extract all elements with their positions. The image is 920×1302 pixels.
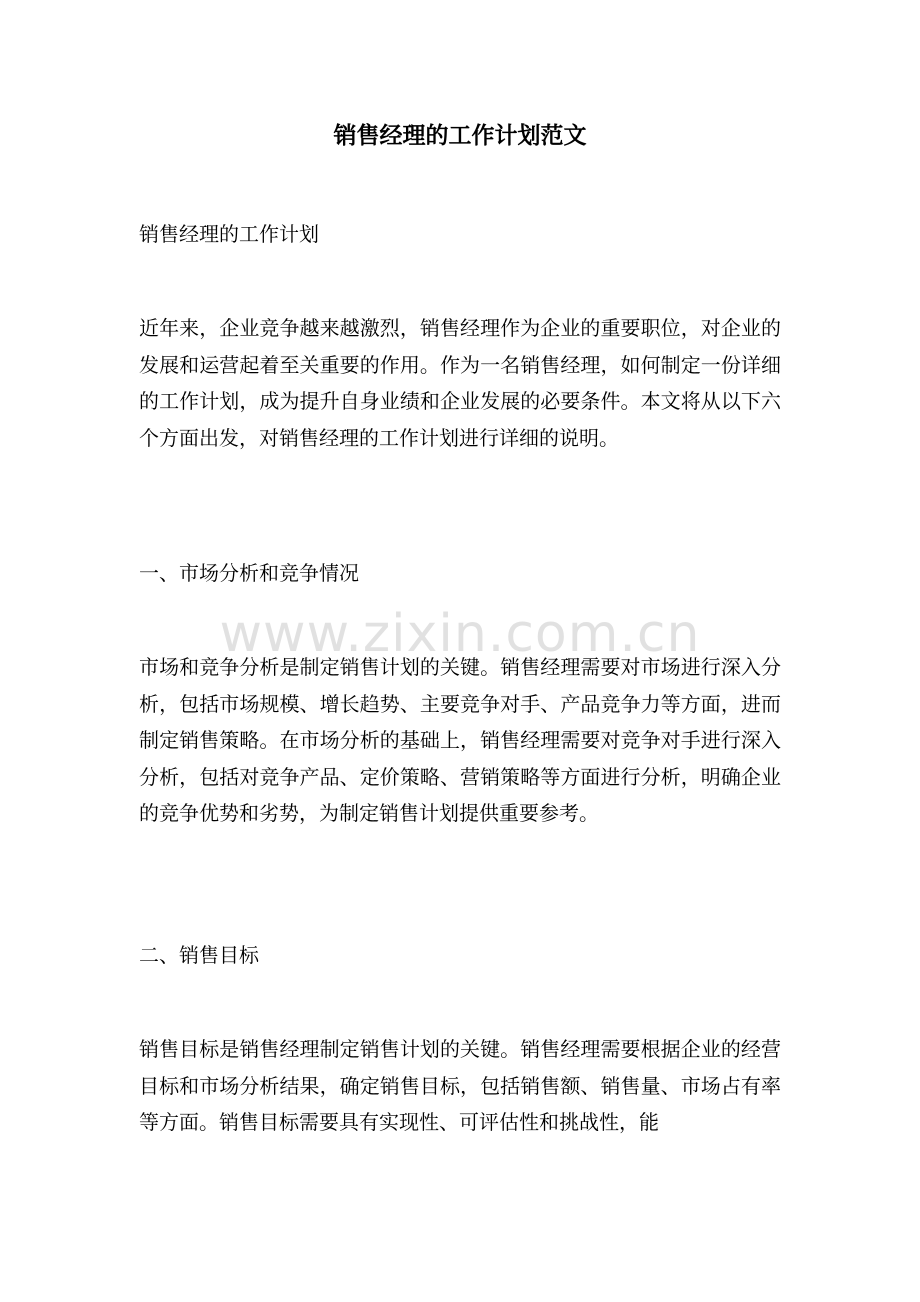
section-heading-2: 二、销售目标 xyxy=(139,943,259,967)
watermark: www.zixin.com.cn xyxy=(219,604,701,664)
section-heading-1: 一、市场分析和竞争情况 xyxy=(139,561,359,585)
section-body-2: 销售目标是销售经理制定销售计划的关键。销售经理需要根据企业的经营目标和市场分析结果，确定销售目标，包括销售额、销售量、市场占有率等方面。销售目标需要具有实现性、可评估性和挑战性，能 xyxy=(139,1037,781,1134)
document-subtitle: 销售经理的工作计划 xyxy=(139,222,319,246)
intro-paragraph: 近年来，企业竞争越来越激烈，销售经理作为企业的重要职位，对企业的发展和运营起着至关重要的作用。作为一名销售经理，如何制定一份详细的工作计划，成为提升自身业绩和企业发展的必要条件。本文将从以下六个方面出发，对销售经理的工作计划进行详细的说明。 xyxy=(139,316,781,450)
section-body-1: 市场和竞争分析是制定销售计划的关键。销售经理需要对市场进行深入分析，包括市场规模、增长趋势、主要竞争对手、产品竞争力等方面，进而制定销售策略。在市场分析的基础上，销售经理需要对竞争对手进行深入分析，包括对竞争产品、定价策略、营销策略等方面进行分析，明确企业的竞争优势和劣势，为制定销售计划提供重要参考。 xyxy=(139,655,781,825)
document-title: 销售经理的工作计划范文 xyxy=(333,122,587,149)
